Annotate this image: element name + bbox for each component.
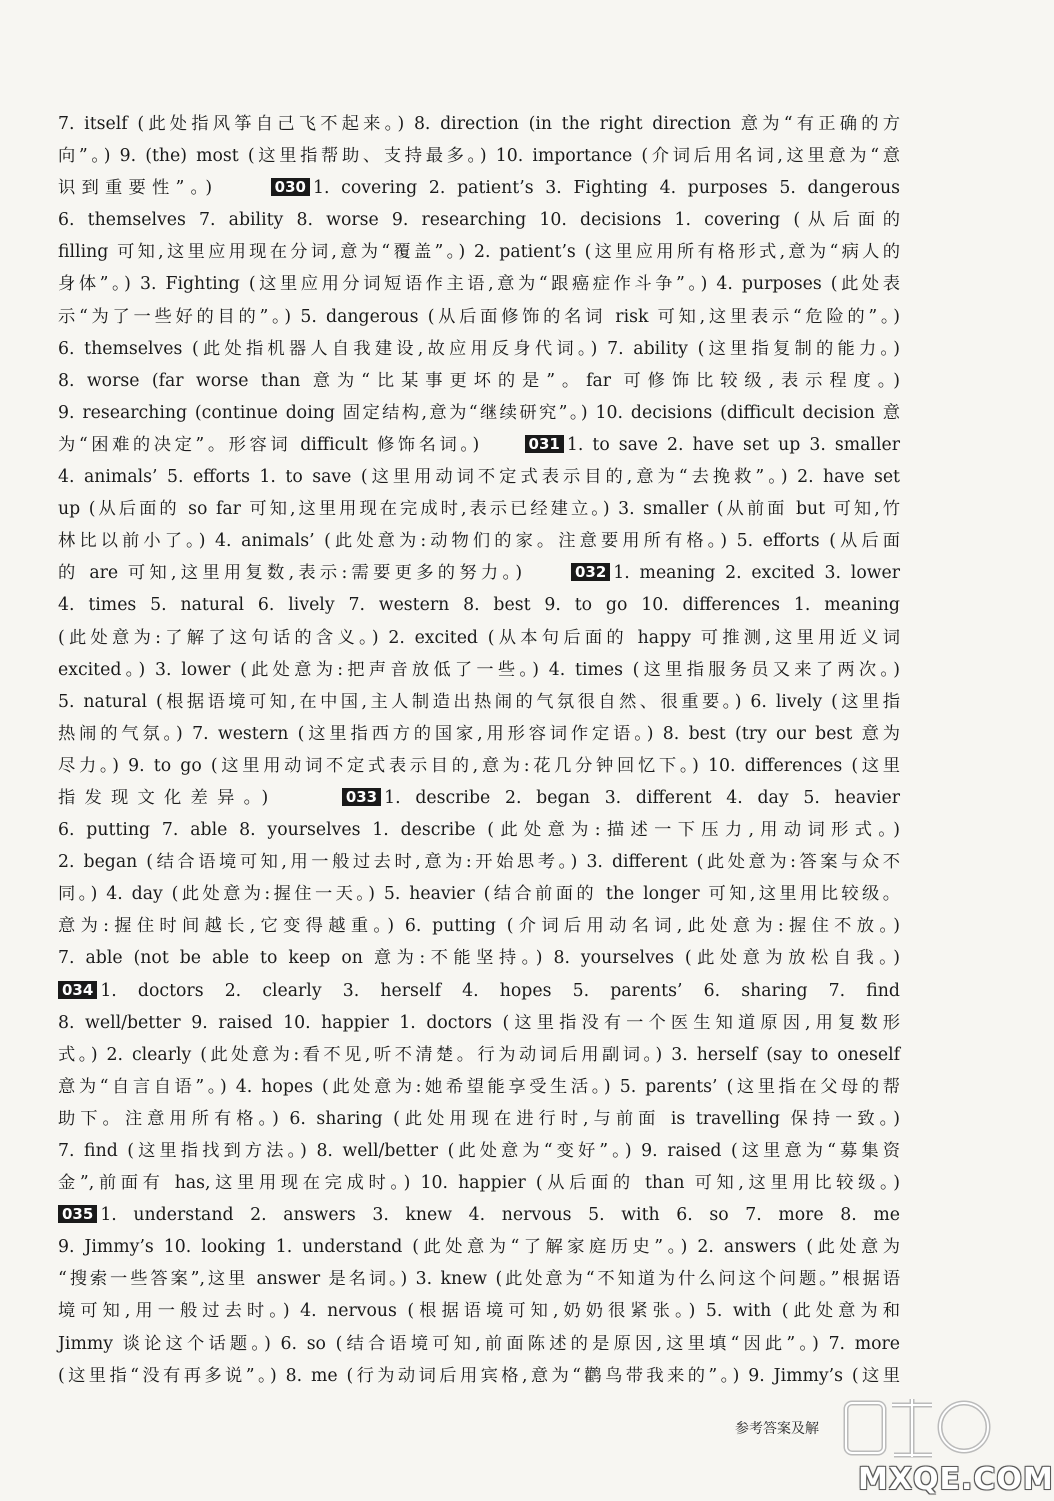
line-segment: 为“困难的决定”。形容词 difficult 修饰名词。) [58,434,480,455]
text-line: 金”,前面有 has,这里用现在完成时。) 10. happier (从后面的 than 可知,这里用比较级。) [58,1173,900,1194]
text-line: 身体”。) 3. Fighting (这里应用分词短语作主语,意为“跟癌症作斗争”。) 4. purposes (此处表 [58,274,900,295]
text-line: 9. Jimmy’s 10. looking 1. understand (此处意为“了解家庭历史”。) 2. answers (此处意为 [58,1237,900,1258]
section-badge-035: 035 [58,1205,97,1223]
text-line: 意为:握住时间越长,它变得越重。) 6. putting (介词后用动名词,此处意为:握住不放。) [58,916,900,937]
line-segment: 1. doctors 2. clearly 3. herself 4. hopes 5. parents’ 6. sharing 7. find [100,980,900,1001]
text-line: 8. worse (far worse than 意为“比某事更坏的是”。far 可修饰比较级,表示程度。) [58,370,900,391]
section-032-answers: 1. meaning 2. excited 3. lower [613,563,901,584]
text-line [58,1199,900,1231]
watermark-text: MXQE.COM [858,1462,1054,1497]
text-line: 4. times 5. natural 6. lively 7. western 8. best 9. to go 10. differences 1. meaning [58,595,900,616]
text-line: “搜索一些答案”,这里 answer 是名词。) 3. knew (此处意为“不知道为什么问这个问题。”根据语 [58,1269,900,1290]
text-line: 式。) 2. clearly (此处意为:看不见,听不清楚。行为动词后用副词。) 3. herself (say to oneself [58,1044,900,1065]
section-badge-031: 031 [525,435,564,453]
line-segment: 的 are 可知,这里用复数,表示:需要更多的努力。) [58,563,523,584]
text-line: 7. itself (此处指风筝自己飞不起来。) 8. direction (in the right direction 意为“有正确的方 [58,114,900,134]
text-line: 意为“自言自语”。) 4. hopes (此处意为:她希望能享受生活。) 5. parents’ (这里指在父母的帮 [58,1076,900,1097]
section-badge-034: 034 [58,981,97,999]
line-segment: 识到重要性”。) [58,178,213,199]
text-line [58,172,900,204]
section-badge-030: 030 [271,178,310,196]
text-line: 6. themselves 7. ability 8. worse 9. researching 10. decisions 1. covering (从后面的 [58,210,900,231]
text-line: 2. began (结合语境可知,用一般过去时,意为:开始思考。) 3. different (此处意为:答案与众不 [58,852,900,873]
page-footer: 参考答案及解 [735,1421,819,1437]
text-line: 7. find (这里指找到方法。) 8. well/better (此处意为“变好”。) 9. raised (这里意为“募集资 [58,1141,900,1161]
section-badge-033: 033 [342,788,381,806]
text-line: filling 可知,这里应用现在分词,意为“覆盖”。) 2. patient’s (这里应用所有格形式,意为“病人的 [58,242,900,263]
text-line: 尽力。) 9. to go (这里用动词不定式表示目的,意为:花几分钟回忆下。) 10. differences (这里 [58,755,900,776]
text-line: 境可知,用一般过去时。) 4. nervous (根据语境可知,奶奶很紧张。) 5. with (此处意为和 [58,1301,900,1322]
text-line: 8. well/better 9. raised 10. happier 1. doctors (这里指没有一个医生知道原因,用复数形 [58,1012,900,1033]
text-line [58,782,900,814]
text-line [58,557,900,589]
text-line: (此处意为:了解了这句话的含义。) 2. excited (从本句后面的 happy 可推测,这里用近义词 [58,627,900,648]
text-line: 6. putting 7. able 8. yourselves 1. describe (此处意为:描述一下压力,用动词形式。) [58,820,900,841]
text-line: Jimmy 谈论这个话题。) 6. so (结合语境可知,前面陈述的是原因,这里填“因此”。) 7. more [58,1333,900,1354]
text-line: 热闹的气氛。) 7. western (这里指西方的国家,用形容词作定语。) 8. best (try our best 意为 [58,723,900,744]
section-badge-032: 032 [571,563,610,581]
text-line [58,429,900,461]
line-segment: 1. understand 2. answers 3. knew 4. nervous 5. with 6. so 7. more 8. me [100,1205,900,1226]
section-033-answers: 1. describe 2. began 3. different 4. day 5. heavier [384,787,900,808]
text-line: 6. themselves (此处指机器人自我建设,故应用反身代词。) 7. ability (这里指复制的能力。) [58,338,901,359]
text-line: 向”。) 9. (the) most (这里指帮助、支持最多。) 10. importance (介词后用名词,这里意为“意 [58,146,900,167]
text-line: 同。) 4. day (此处意为:握住一天。) 5. heavier (结合前面的 the longer 可知,这里用比较级。 [58,884,900,905]
text-line: 7. able (not be able to keep on 意为:不能坚持。) 8. yourselves (此处意为放松自我。) [58,948,900,969]
text-line: 助下。注意用所有格。) 6. sharing (此处用现在进行时,与前面 is travelling 保持一致。) [58,1108,900,1129]
section-030-answers: 1. covering 2. patient’s 3. Fighting 4. purposes 5. dangerous [312,178,900,199]
text-line: 林比以前小了。) 4. animals’ (此处意为:动物们的家。注意要用所有格。) 5. efforts (从后面 [58,531,900,552]
line-segment: 指发现文化差异。) [58,787,269,808]
text-line: up (从后面的 so far 可知,这里用现在完成时,表示已经建立。) 3. smaller (从前面 but 可知,竹 [58,499,900,520]
text-line: 4. animals’ 5. efforts 1. to save (这里用动词不定式表示目的,意为“去挽救”。) 2. have set [58,467,900,488]
text-line [58,975,900,1007]
text-line: 9. researching (continue doing 固定结构,意为“继续研究”。) 10. decisions (difficult decision 意 [58,402,900,423]
section-031-answers: 1. to save 2. have set up 3. smaller [566,434,900,455]
answer-key-text [58,108,900,1392]
text-line: (这里指“没有再多说”。) 8. me (行为动词后用宾格,意为“鹳鸟带我来的”。) 9. Jimmy’s (这里 [58,1365,900,1386]
text-line: 5. natural (根据语境可知,在中国,主人制造出热闹的气氛很自然、很重要。) 6. lively (这里指 [58,691,900,712]
text-line: excited。) 3. lower (此处意为:把声音放低了一些。) 4. times (这里指服务员又来了两次。) [58,659,900,680]
text-line: 示“为了一些好的目的”。) 5. dangerous (从后面修饰的名词 risk 可知,这里表示“危险的”。) [58,306,900,327]
